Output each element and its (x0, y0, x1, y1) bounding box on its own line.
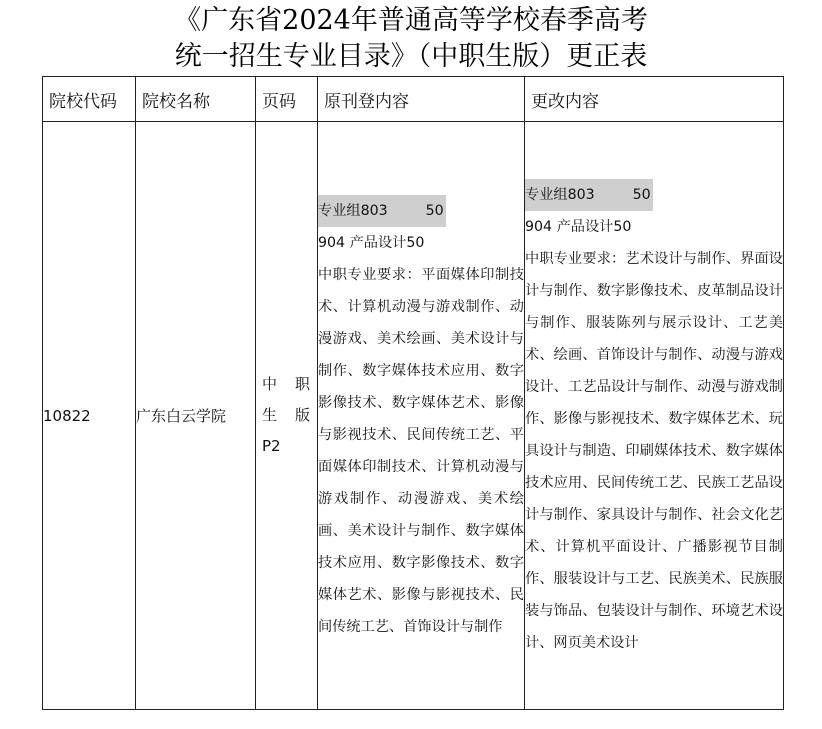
corrected-group-quota: 50 (632, 187, 651, 203)
corrected-major: 904 产品设计50 (525, 219, 632, 235)
cell-corrected-content (525, 122, 784, 710)
header-school-name: 院校名称 (136, 77, 256, 122)
header-school-code: 院校代码 (43, 77, 136, 122)
header-page: 页码 (256, 77, 318, 122)
correction-table (42, 76, 784, 710)
corrected-group-line (525, 179, 783, 211)
original-group-line (318, 195, 524, 227)
cell-page (256, 122, 318, 710)
page-ref-line1: 中 职 (262, 375, 310, 393)
original-requirements: 中职专业要求：平面媒体印制技术、计算机动漫与游戏制作、动漫游戏、美术绘画、美术设计与制作、数字媒体技术应用、数字影像技术、数字媒体艺术、影像与影视技术、民间传统工艺、平面媒体印制技术、计算机动漫与游戏制作、动漫游戏、美术绘画、美术设计与制作、数字媒体技术应用、数字影像技术、数字媒体艺术、影像与影视技术、民间传统工艺、首饰设计与制作 (318, 267, 524, 635)
original-group-highlight (318, 195, 446, 227)
cell-original-content (318, 122, 525, 710)
page-title-line2: 统一招生专业目录》（中职生版）更正表 (174, 41, 648, 72)
corrected-group-label: 专业组803 (525, 187, 595, 203)
corrected-requirements: 中职专业要求：艺术设计与制作、界面设计与制作、数字影像技术、皮革制品设计与制作、服装陈列与展示设计、工艺美术、绘画、首饰设计与制作、动漫与游戏设计、工艺品设计与制作、动漫与游戏制作、影像与影视技术、数字媒体艺术、玩具设计与制造、印刷媒体技术、数字媒体技术应用、民间传统工艺、民族工艺品设计与制作、家具设计与制作、社会文化艺术、计算机平面设计、广播影视节目制作、服装设计与工艺、民族美术、民族服装与饰品、包装设计与制作、环境艺术设计、网页美术设计 (525, 251, 783, 651)
page-ref-line3: P2 (262, 437, 281, 455)
page-reference (262, 369, 310, 462)
original-group-label: 专业组803 (318, 203, 388, 219)
original-group-quota: 50 (425, 203, 444, 219)
table-header-row (43, 77, 784, 122)
original-major: 904 产品设计50 (318, 235, 425, 251)
header-original-content: 原刊登内容 (318, 77, 525, 122)
header-corrected-content: 更改内容 (525, 77, 784, 122)
table-row (43, 122, 784, 710)
cell-school-name: 广东白云学院 (136, 122, 256, 710)
page-ref-line2: 生 版 (262, 406, 310, 424)
corrected-group-highlight (525, 179, 653, 211)
cell-school-code: 10822 (43, 122, 136, 710)
page-title-line1: 《广东省2024年普通高等学校春季高考 (174, 5, 648, 36)
